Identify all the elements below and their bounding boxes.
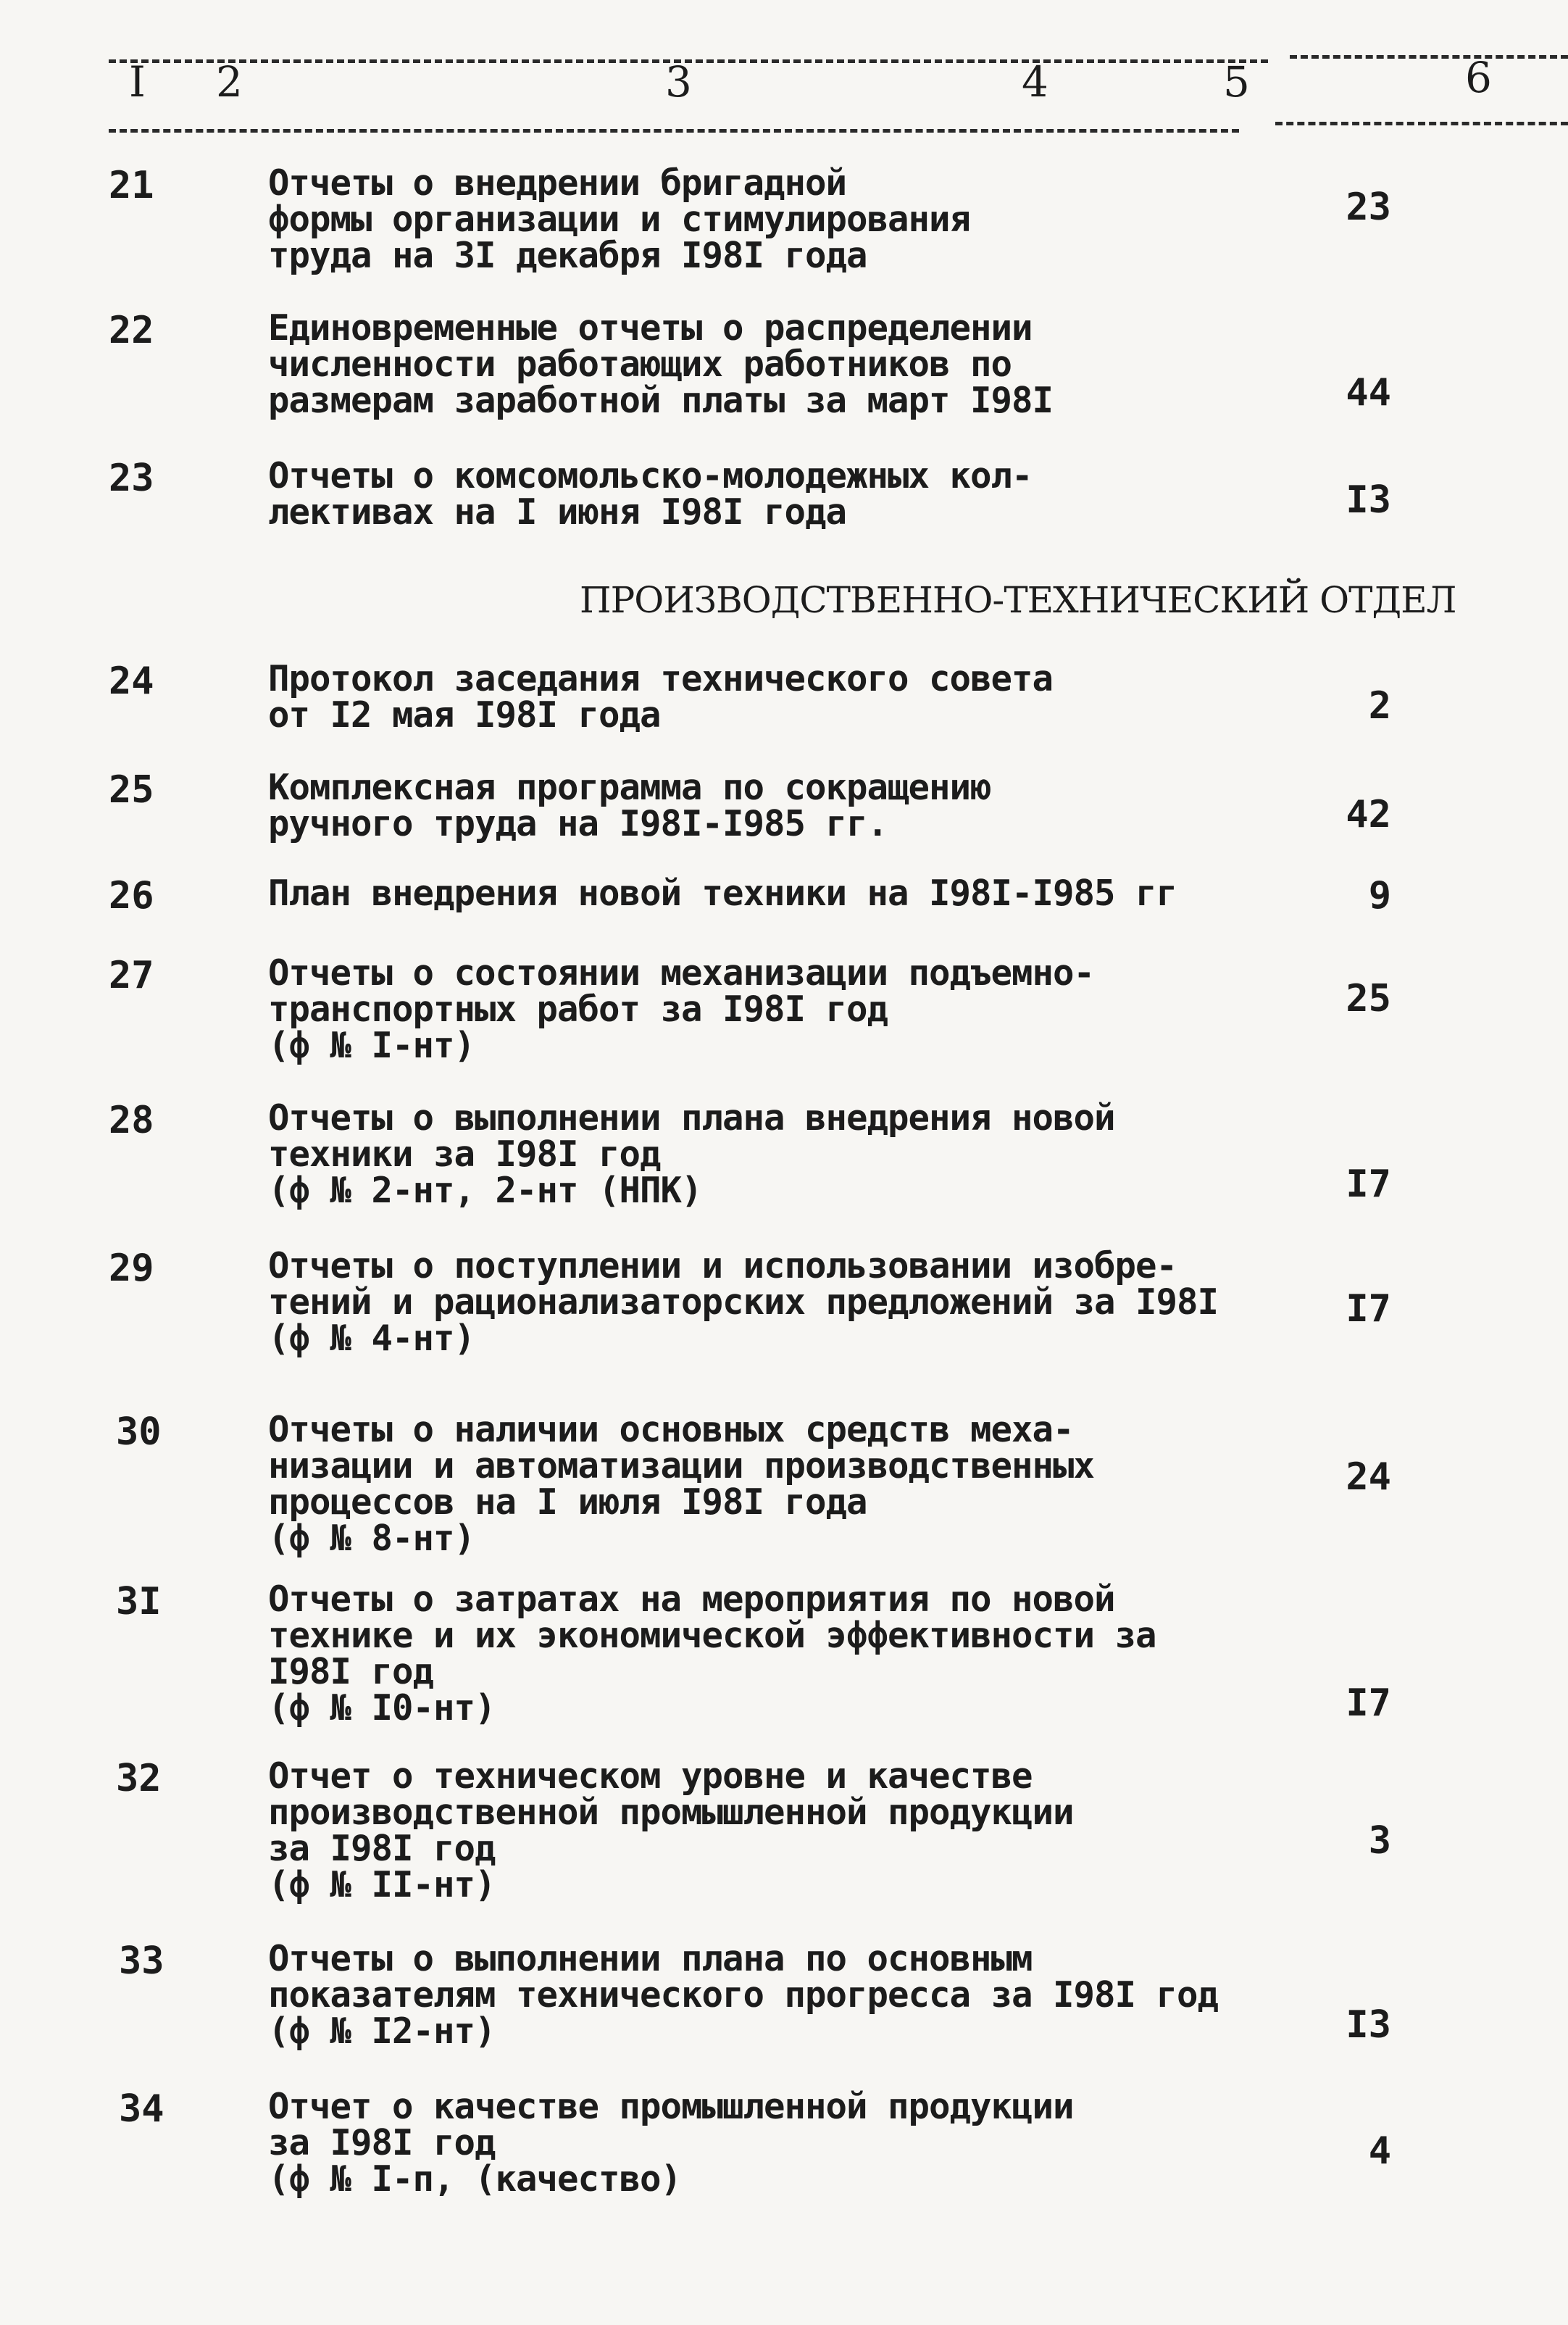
column-header-2: 2 [216,57,243,107]
row-title-line: труда на 3I декабря I98I года [268,235,867,276]
row-title-line: техники за I98I год [268,1134,661,1175]
row-sheet-count: 9 [1368,874,1391,918]
row-title-line: (ф № 4-нт) [268,1318,475,1359]
row-title-line: низации и автоматизации производственных [268,1445,1095,1486]
column-header-5: 5 [1223,57,1250,107]
row-number: 33 [119,1939,164,1983]
column-header-4: 4 [1022,57,1048,107]
row-number: 34 [119,2087,164,2131]
row-title-line: численности работающих работников по [268,344,1012,385]
row-title-line: Отчеты о внедрении бригадной [268,162,847,204]
row-title [268,952,1340,1066]
column-header-1: I [129,57,146,107]
row-title-line: Отчеты о выполнении плана по основным [268,1938,1033,1979]
row-number: 21 [109,164,154,207]
column-header-3: 3 [665,57,692,107]
row-title-line: I98I год [268,1651,434,1692]
row-title-line: Отчеты о состоянии механизации подъемно- [268,952,1095,994]
row-number: 25 [109,768,154,812]
row-title-line: за I98I год [268,1828,496,1869]
row-title-line: показателям технического прогресса за I98I год [268,1974,1219,2016]
row-title-line: (ф № I-нт) [268,1025,475,1066]
row-title-line: Отчеты о поступлении и использовании изобре- [268,1245,1177,1286]
row-number: 3I [116,1580,162,1623]
row-title-line: от I2 мая I98I года [268,694,661,736]
row-title [268,1938,1340,2052]
row-title-line: (ф № 2-нт, 2-нт (НПК) [268,1170,702,1211]
row-title-line: (ф № I-п, (качество) [268,2158,682,2200]
row-title [268,1245,1340,1359]
row-title-line: (ф № I0-нт) [268,1687,496,1729]
row-sheet-count: I3 [1346,478,1391,522]
row-title [268,455,1340,533]
row-number: 28 [109,1099,154,1142]
row-title [268,307,1340,421]
row-title [268,658,1340,736]
row-title-line: Протокол заседания технического совета [268,658,1054,699]
header-top-rule-right [1290,55,1568,59]
row-sheet-count: 4 [1368,2129,1391,2173]
row-title [268,2086,1340,2200]
row-title-line: размерам заработной платы за март I98I [268,380,1054,421]
row-sheet-count: 44 [1346,371,1391,415]
row-title [268,1097,1340,1211]
row-title-line: Отчеты о наличии основных средств меха- [268,1409,1074,1450]
row-title [268,162,1340,276]
row-sheet-count: I7 [1346,1287,1391,1331]
row-title-line: лективах на I июня I98I года [268,491,847,533]
row-title-line: Отчеты о комсомольско-молодежных кол- [268,455,1033,496]
row-title-line: формы организации и стимулирования [268,199,971,240]
row-title-line: производственной промышленной продукции [268,1792,1074,1833]
row-title-line: (ф № I2-нт) [268,2010,496,2052]
row-number: 30 [116,1410,162,1454]
row-title [268,1409,1340,1559]
row-title-line: Отчеты о выполнении плана внедрения новой [268,1097,1115,1139]
row-title-line: технике и их экономической эффективности за [268,1615,1156,1656]
row-title-line: тений и рационализаторских предложений за I98I [268,1281,1219,1323]
row-number: 23 [109,457,154,500]
row-title-line: процессов на I июля I98I года [268,1481,867,1523]
row-sheet-count: 23 [1346,186,1391,229]
column-header-6: 6 [1465,53,1492,102]
row-title [268,875,1340,912]
header-bottom-rule-right [1275,122,1568,125]
row-title-line: Комплексная программа по сокращению [268,767,991,808]
row-title [268,1755,1340,1905]
row-sheet-count: I7 [1346,1162,1391,1206]
section-heading: ПРОИЗВОДСТВЕННО-ТЕХНИЧЕСКИЙ ОТДЕЛ [580,579,1456,621]
header-bottom-rule [109,129,1239,133]
row-title-line: План внедрения новой техники на I98I-I985 гг [268,873,1177,914]
row-title-line: Единовременные отчеты о распределении [268,307,1033,349]
row-title-line: транспортных работ за I98I год [268,989,888,1030]
row-sheet-count: I7 [1346,1681,1391,1725]
row-number: 27 [109,954,154,997]
row-number: 24 [109,660,154,703]
row-sheet-count: 42 [1346,793,1391,836]
row-title [268,767,1340,844]
row-sheet-count: 2 [1368,684,1391,728]
row-title-line: ручного труда на I98I-I985 гг. [268,803,888,844]
row-sheet-count: 24 [1346,1455,1391,1499]
row-title-line: Отчет о техническом уровне и качестве [268,1755,1033,1797]
row-sheet-count: 3 [1368,1819,1391,1863]
row-number: 29 [109,1247,154,1290]
row-title-line: за I98I год [268,2122,496,2163]
row-sheet-count: 25 [1346,977,1391,1020]
row-sheet-count: I3 [1346,2003,1391,2047]
row-number: 26 [109,874,154,918]
row-title-line: Отчеты о затратах на мероприятия по новой [268,1579,1115,1620]
row-number: 22 [109,309,154,352]
row-title-line: (ф № II-нт) [268,1864,496,1905]
row-number: 32 [116,1757,162,1800]
row-title-line: Отчет о качестве промышленной продукции [268,2086,1074,2127]
row-title [268,1579,1340,1729]
row-title-line: (ф № 8-нт) [268,1518,475,1559]
